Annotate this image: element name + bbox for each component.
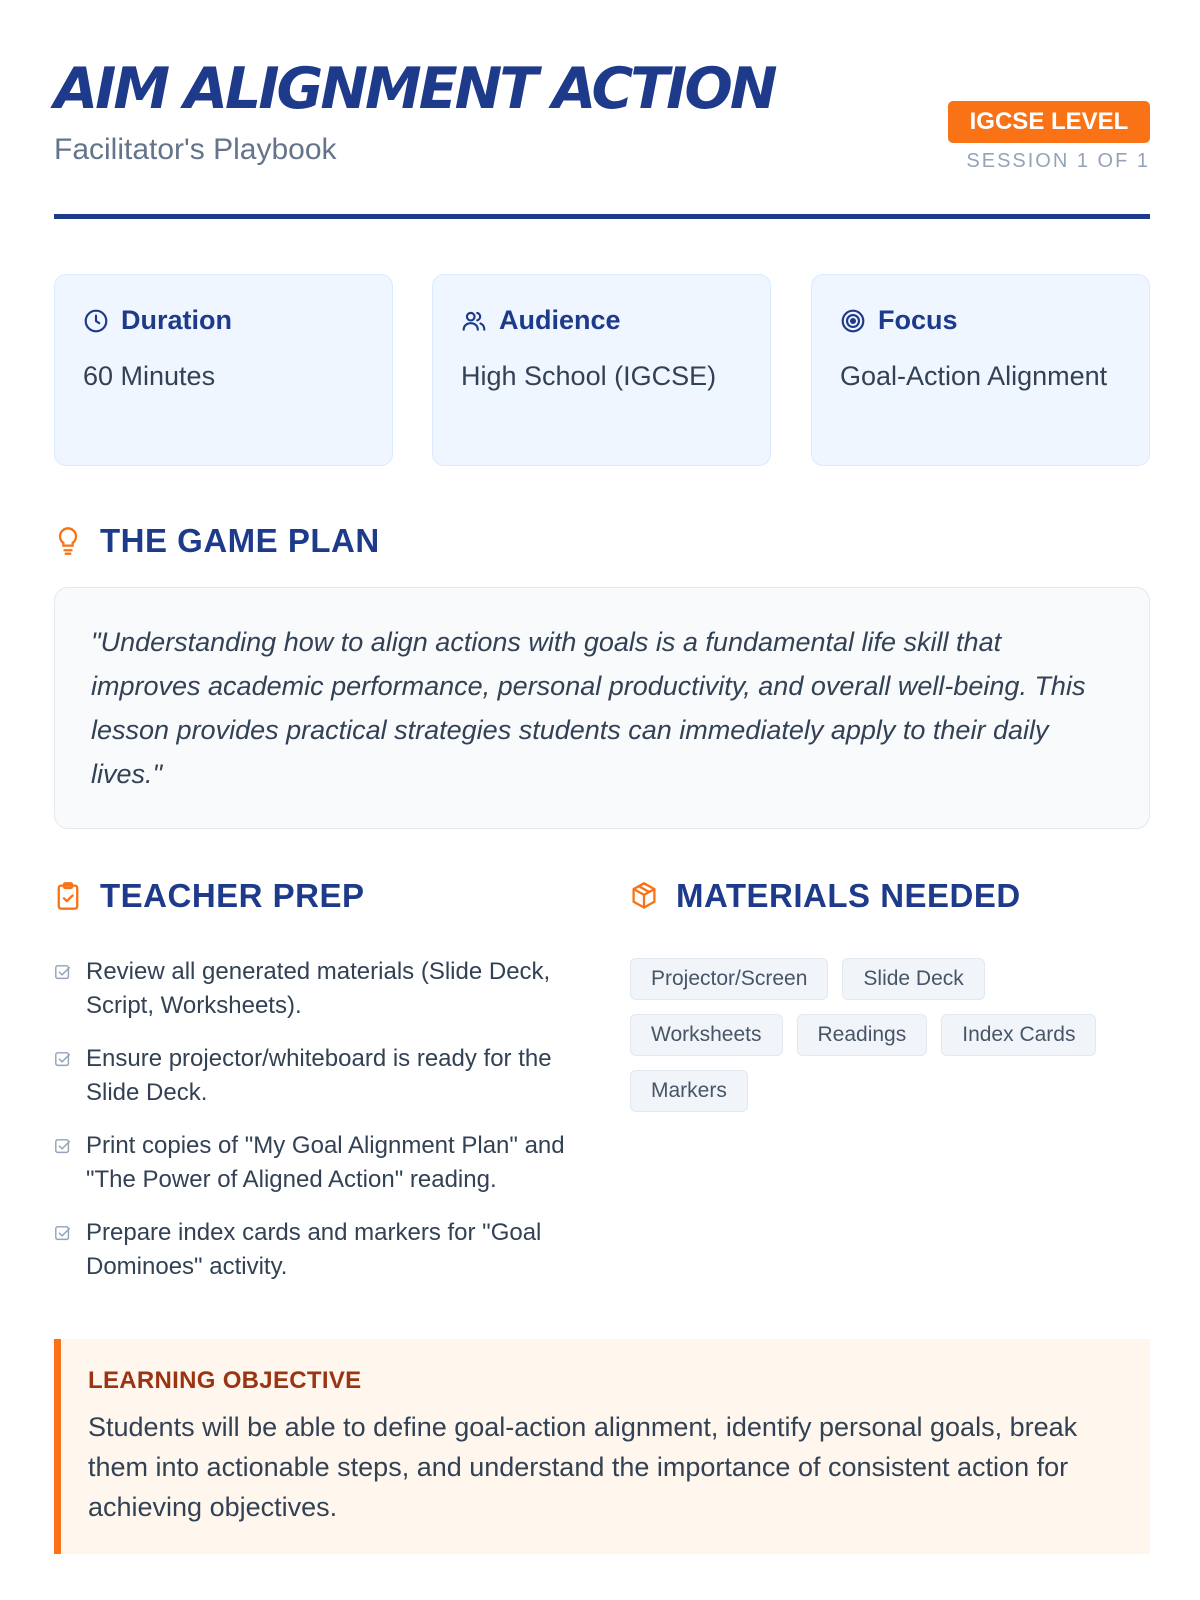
clock-icon: [83, 308, 109, 334]
game-plan-quote: "Understanding how to align actions with goals is a fundamental life skill that improves academic performance, personal productivity, and overall well-being. This lesson provides practical strategies students can immediately apply to their daily lives.": [54, 587, 1150, 829]
material-tag: Worksheets: [630, 1014, 783, 1056]
checkbox-icon: [54, 1051, 72, 1069]
target-icon: [840, 308, 866, 334]
teacher-prep-list: [54, 955, 574, 1303]
clipboard-check-icon: [54, 881, 82, 911]
material-tag: Projector/Screen: [630, 958, 828, 1000]
game-plan-title: THE GAME PLAN: [100, 522, 380, 559]
prep-item-text: Ensure projector/whiteboard is ready for the Slide Deck.: [86, 1045, 552, 1106]
users-icon: [461, 308, 487, 334]
materials-heading: [630, 877, 1021, 915]
duration-value: 60 Minutes: [83, 361, 216, 391]
material-tag: Index Cards: [941, 1014, 1096, 1056]
objective-text: Students will be able to define goal-action alignment, identify personal goals, break them into actionable steps, and understand the importance of consistent action for achieving objectives.: [88, 1412, 1078, 1522]
material-tag: Markers: [630, 1070, 748, 1112]
prep-item-text: Prepare index cards and markers for "Goal Dominoes" activity.: [86, 1219, 542, 1280]
materials-title: MATERIALS NEEDED: [676, 877, 1021, 914]
page-subtitle: Facilitator's Playbook: [54, 133, 337, 166]
level-badge: IGCSE LEVEL: [948, 101, 1150, 143]
material-tag: Slide Deck: [842, 958, 984, 1000]
list-item: [54, 1216, 574, 1284]
teacher-prep-title: TEACHER PREP: [100, 877, 365, 914]
game-plan-heading: [54, 522, 380, 560]
list-item: [54, 1042, 574, 1110]
lightbulb-icon: [54, 526, 82, 556]
checkbox-icon: [54, 1225, 72, 1243]
focus-value: Goal-Action Alignment: [840, 361, 1108, 391]
prep-item-text: Review all generated materials (Slide Deck, Script, Worksheets).: [86, 958, 551, 1019]
teacher-prep-heading: [54, 877, 365, 915]
duration-label: Duration: [121, 305, 232, 335]
materials-tags: [630, 958, 1150, 1112]
package-icon: [630, 881, 658, 911]
objective-label: LEARNING OBJECTIVE: [88, 1367, 362, 1394]
audience-card: [432, 274, 771, 466]
checkbox-icon: [54, 1138, 72, 1156]
list-item: [54, 955, 574, 1023]
learning-objective: [54, 1339, 1150, 1554]
checkbox-icon: [54, 964, 72, 982]
session-label: SESSION 1 OF 1: [966, 150, 1150, 172]
header: [54, 0, 1150, 222]
audience-value: High School (IGCSE): [461, 361, 717, 391]
duration-card: [54, 274, 393, 466]
focus-label: Focus: [878, 305, 958, 335]
page-title: AIM ALIGNMENT ACTION: [54, 56, 775, 122]
list-item: [54, 1129, 574, 1197]
prep-item-text: Print copies of "My Goal Alignment Plan" and "The Power of Aligned Action" reading.: [86, 1132, 565, 1193]
audience-label: Audience: [499, 305, 621, 335]
info-cards: [54, 274, 1150, 466]
header-divider: [54, 214, 1150, 219]
playbook-page: [54, 0, 1150, 1522]
material-tag: Readings: [797, 1014, 928, 1056]
focus-card: [811, 274, 1150, 466]
